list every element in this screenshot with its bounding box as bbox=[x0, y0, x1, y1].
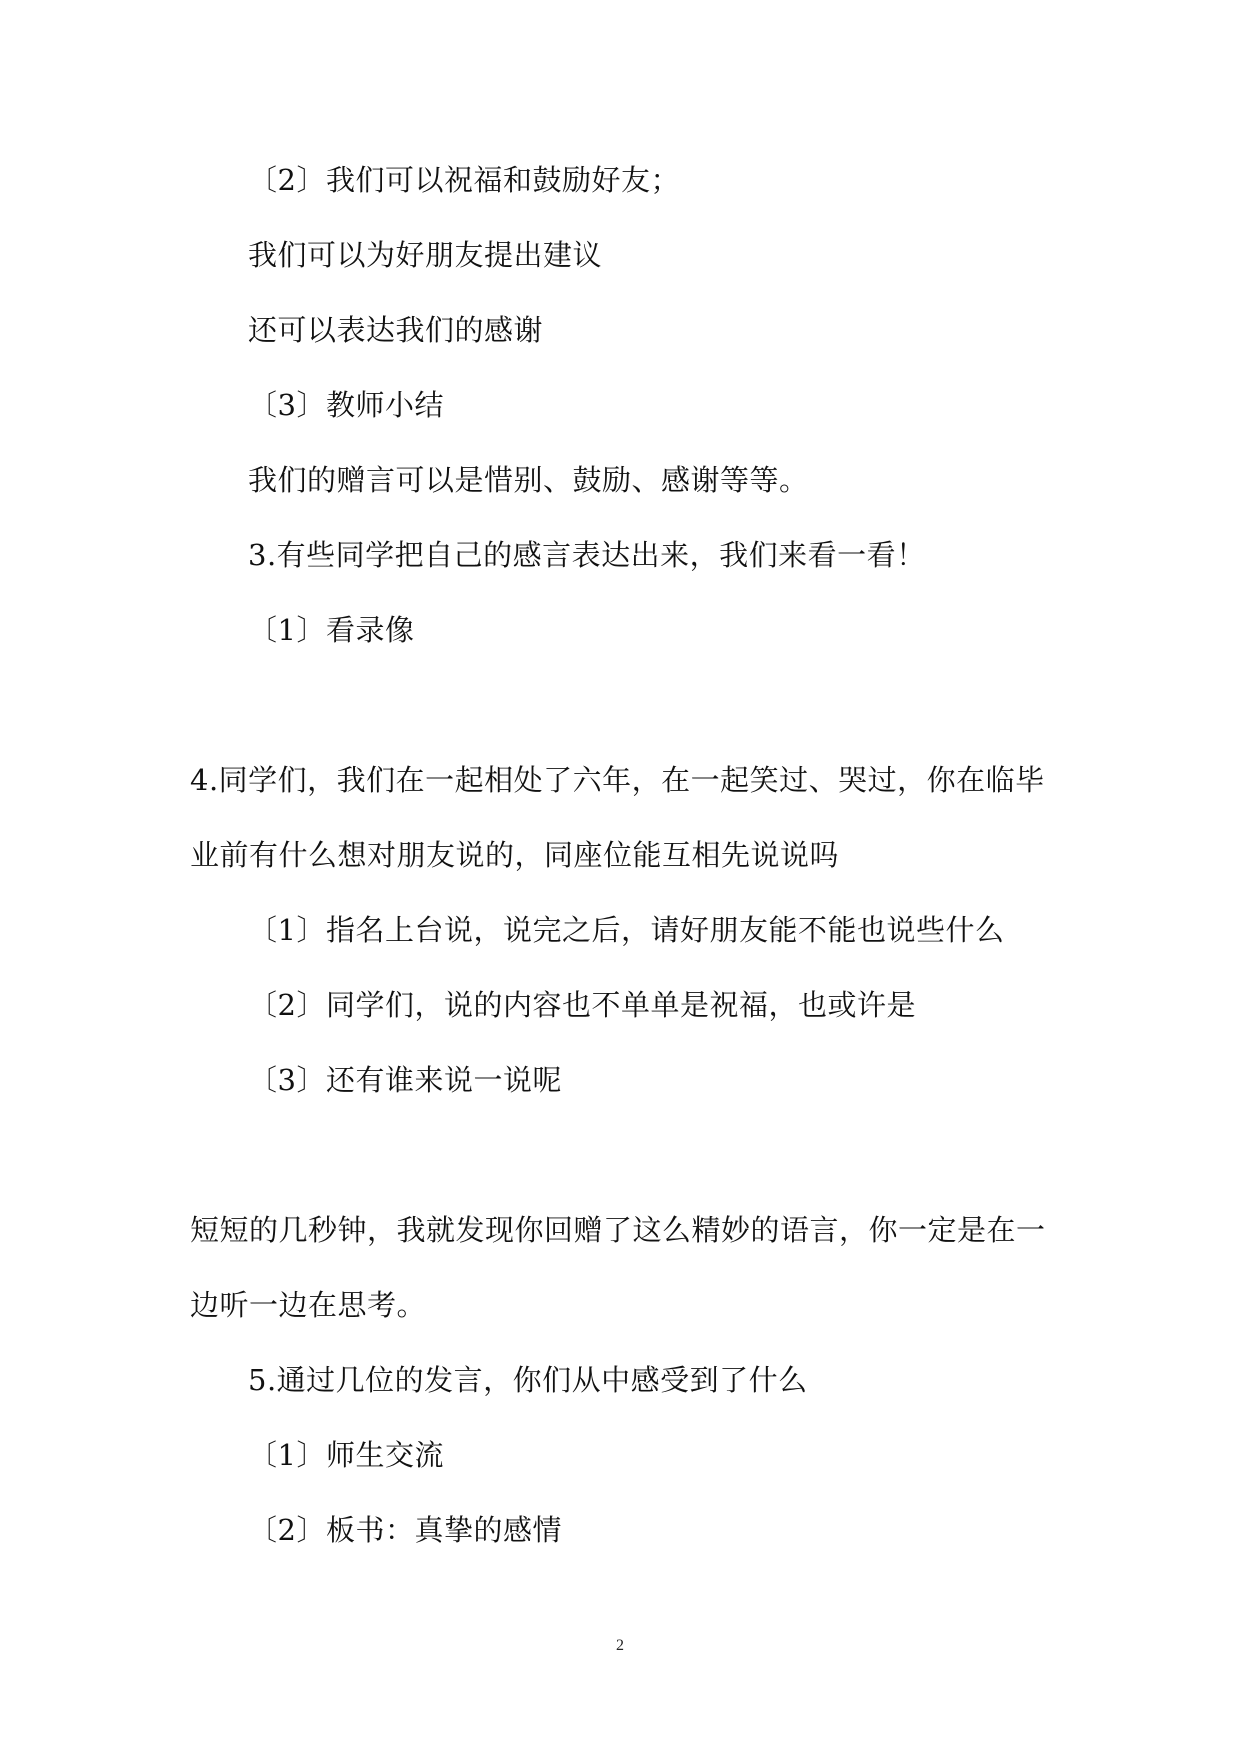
paragraph-thanks: 还可以表达我们的感谢 bbox=[248, 313, 544, 347]
list-item-who-else: 〔3〕还有谁来说一说呢 bbox=[248, 1063, 562, 1097]
list-item-exchange: 〔1〕师生交流 bbox=[248, 1438, 444, 1472]
list-item-speak-on-stage: 〔1〕指名上台说，说完之后，请好朋友能不能也说些什么 bbox=[248, 913, 1005, 947]
list-item-blackboard: 〔2〕板书：真挚的感情 bbox=[248, 1513, 562, 1547]
list-item-content-not-only-blessing: 〔2〕同学们，说的内容也不单单是祝福，也或许是 bbox=[248, 988, 916, 1022]
section-heading-4-continued: 业前有什么想对朋友说的，同座位能互相先说说吗 bbox=[190, 838, 840, 872]
list-item-watch-video: 〔1〕看录像 bbox=[248, 613, 415, 647]
paragraph-gift-words: 我们的赠言可以是惜别、鼓励、感谢等等。 bbox=[248, 463, 809, 497]
page-number: 2 bbox=[616, 1637, 624, 1654]
paragraph-praise-continued: 边听一边在思考。 bbox=[190, 1288, 427, 1322]
section-heading-5: 5.通过几位的发言，你们从中感受到了什么 bbox=[248, 1363, 808, 1397]
section-heading-4: 4.同学们，我们在一起相处了六年，在一起笑过、哭过，你在临毕 bbox=[190, 763, 1045, 797]
list-item-wish-encourage: 〔2〕我们可以祝福和鼓励好友； bbox=[248, 163, 680, 197]
paragraph-suggestion: 我们可以为好朋友提出建议 bbox=[248, 238, 603, 272]
section-heading-3: 3.有些同学把自己的感言表达出来，我们来看一看！ bbox=[248, 538, 926, 572]
paragraph-praise: 短短的几秒钟，我就发现你回赠了这么精妙的语言，你一定是在一 bbox=[190, 1213, 1046, 1247]
list-item-teacher-summary: 〔3〕教师小结 bbox=[248, 388, 444, 422]
